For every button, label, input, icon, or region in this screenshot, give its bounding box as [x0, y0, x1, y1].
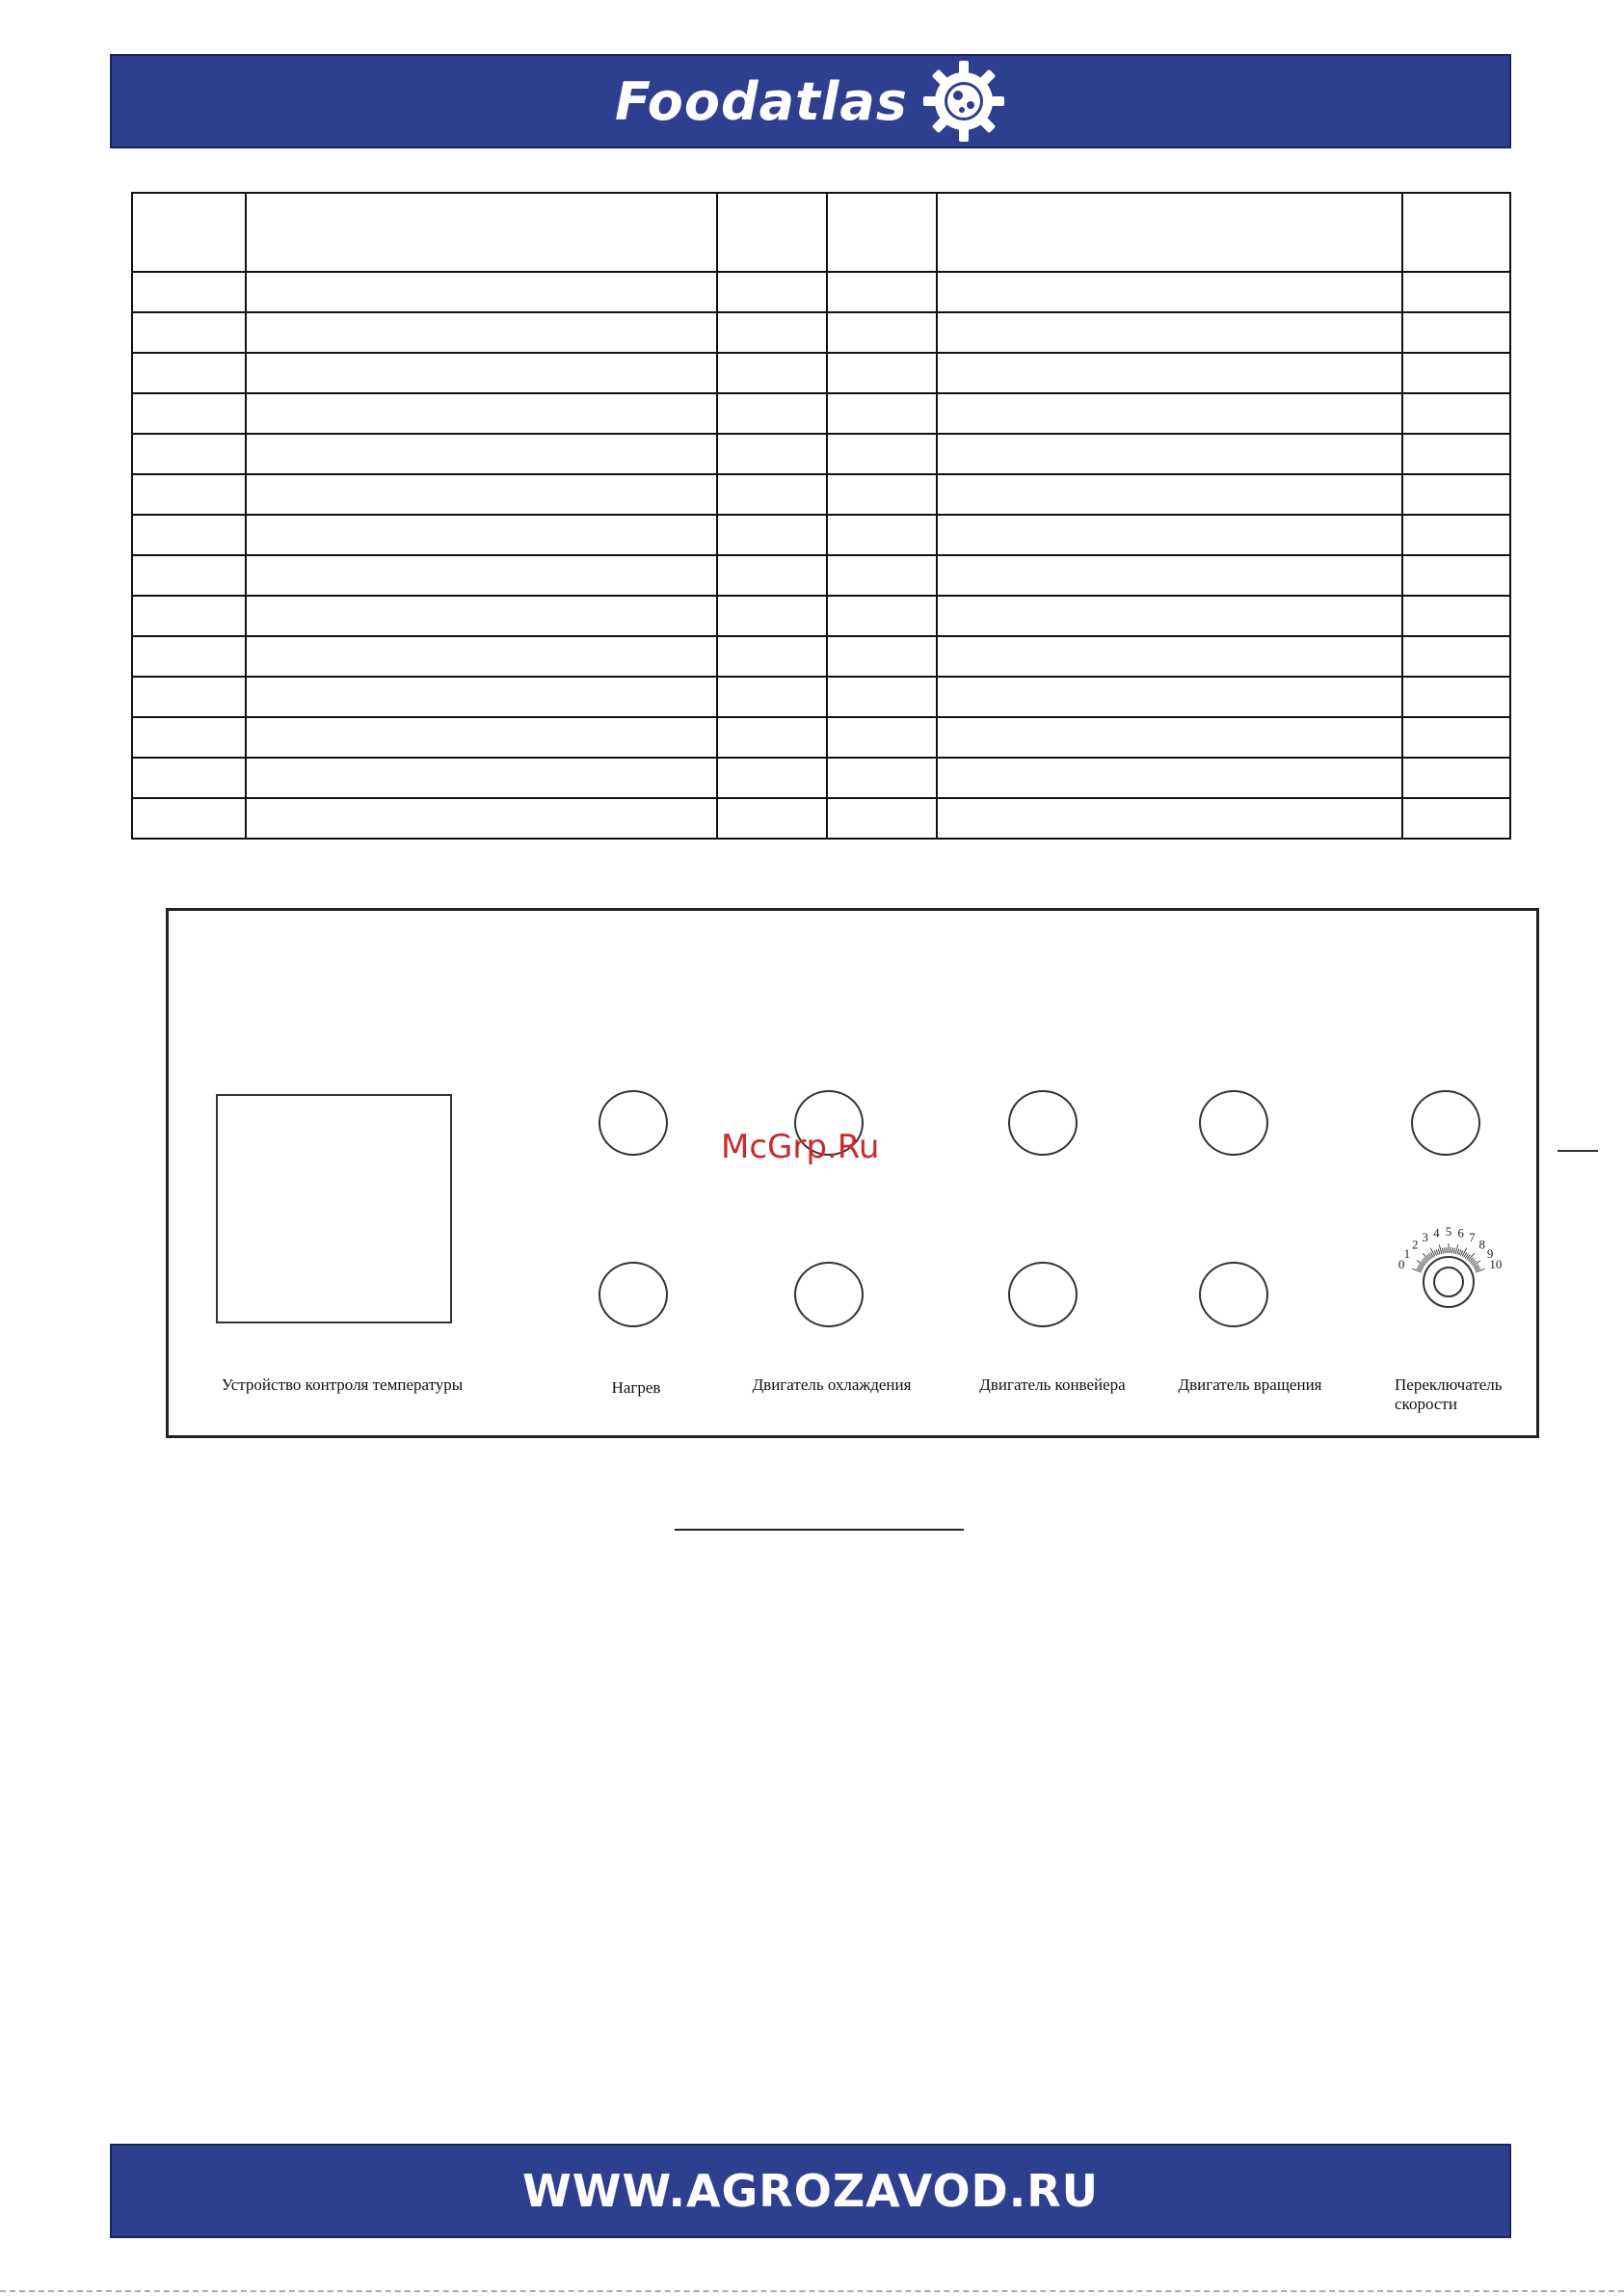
- side-dash: [1557, 1150, 1598, 1152]
- table-cell: [827, 515, 937, 555]
- table-cell: [1402, 353, 1510, 393]
- table-cell: [827, 555, 937, 596]
- table-cell: [937, 434, 1402, 474]
- table-cell: [937, 798, 1402, 839]
- temperature-controller-display: [216, 1094, 452, 1323]
- table-cell: [132, 272, 246, 312]
- table-cell: [717, 515, 827, 555]
- table-cell: [827, 272, 937, 312]
- table-cell: [717, 758, 827, 798]
- table-cell: [827, 393, 937, 434]
- table-cell: [246, 393, 717, 434]
- table-cell: [937, 515, 1402, 555]
- table-cell: [246, 312, 717, 353]
- table-cell: [1402, 193, 1510, 272]
- table-cell: [246, 353, 717, 393]
- table-cell: [132, 798, 246, 839]
- top-button-3: [1008, 1090, 1078, 1156]
- table-cell: [1402, 434, 1510, 474]
- table-cell: [1402, 555, 1510, 596]
- speed-dial-number: 5: [1445, 1224, 1452, 1239]
- table-row: [132, 312, 1510, 353]
- table-cell: [246, 272, 717, 312]
- table-row: [132, 434, 1510, 474]
- table-cell: [1402, 636, 1510, 677]
- speed-dial-number: 4: [1433, 1225, 1440, 1241]
- speed-dial-tick: [1453, 1248, 1454, 1254]
- cooling-motor-button: [794, 1262, 864, 1327]
- table-row: [132, 515, 1510, 555]
- table-cell: [1402, 393, 1510, 434]
- speed-dial-tick: [1438, 1249, 1440, 1255]
- table-cell: [827, 434, 937, 474]
- label-heating: Нагрев: [611, 1378, 661, 1397]
- brand-name: Foodatlas: [615, 70, 908, 132]
- page-cut-line: [0, 2290, 1624, 2292]
- table-cell: [132, 677, 246, 717]
- heating-button: [599, 1262, 668, 1327]
- table-cell: [246, 193, 717, 272]
- table-cell: [132, 393, 246, 434]
- table-cell: [1402, 798, 1510, 839]
- table-cell: [132, 312, 246, 353]
- label-conveyor-motor: Двигатель конвейера: [979, 1375, 1126, 1394]
- table-row: [132, 636, 1510, 677]
- speed-dial-tick: [1445, 1247, 1446, 1253]
- speed-dial-ring: [1424, 1257, 1474, 1307]
- table-cell: [937, 636, 1402, 677]
- footer-banner: [110, 2144, 1511, 2238]
- table-cell: [717, 193, 827, 272]
- table-cell: [827, 596, 937, 636]
- parts-table: [131, 192, 1511, 840]
- control-panel-diagram: [166, 908, 1539, 1438]
- table-cell: [717, 596, 827, 636]
- table-row: [132, 596, 1510, 636]
- speed-dial-tick: [1452, 1247, 1453, 1253]
- footer-site-link[interactable]: WWW.AGROZAVOD.RU: [522, 2165, 1099, 2217]
- speed-dial-tick: [1442, 1248, 1443, 1254]
- table-cell: [717, 393, 827, 434]
- speed-dial-number: 8: [1478, 1237, 1486, 1252]
- table-row: [132, 798, 1510, 839]
- table-cell: [246, 555, 717, 596]
- top-button-4: [1199, 1090, 1268, 1156]
- table-cell: [937, 193, 1402, 272]
- center-rule: [675, 1529, 964, 1531]
- label-rotation-motor: Двигатель вращения: [1178, 1375, 1322, 1394]
- table-cell: [1402, 474, 1510, 515]
- table-row: [132, 353, 1510, 393]
- table-cell: [717, 798, 827, 839]
- table-cell: [937, 596, 1402, 636]
- table-cell: [827, 474, 937, 515]
- table-cell: [937, 312, 1402, 353]
- table-cell: [1402, 677, 1510, 717]
- gear-globe-icon: [921, 59, 1006, 144]
- table-cell: [1402, 717, 1510, 758]
- table-cell: [717, 555, 827, 596]
- table-cell: [132, 758, 246, 798]
- table-cell: [827, 677, 937, 717]
- speed-dial-number: 9: [1486, 1245, 1494, 1261]
- table-row: [132, 272, 1510, 312]
- table-cell: [246, 677, 717, 717]
- speed-dial-tick: [1459, 1249, 1461, 1255]
- speed-dial-tick: [1462, 1248, 1467, 1257]
- speed-dial-number: 7: [1469, 1230, 1476, 1245]
- table-cell: [246, 717, 717, 758]
- table-cell: [937, 555, 1402, 596]
- table-cell: [827, 758, 937, 798]
- table-cell: [246, 596, 717, 636]
- table-cell: [132, 555, 246, 596]
- table-row: [132, 758, 1510, 798]
- table-cell: [1402, 596, 1510, 636]
- speed-switch-dial: [1371, 1213, 1526, 1328]
- table-row: [132, 555, 1510, 596]
- speed-dial-knob: [1434, 1268, 1463, 1296]
- table-cell: [132, 636, 246, 677]
- table-cell: [246, 758, 717, 798]
- speed-dial-number: 1: [1403, 1245, 1411, 1261]
- table-cell: [827, 717, 937, 758]
- table-header-row: [132, 193, 1510, 272]
- speed-dial-tick: [1436, 1249, 1438, 1255]
- table-cell: [1402, 312, 1510, 353]
- watermark-text: McGrp.Ru: [721, 1128, 880, 1166]
- speed-dial-scale: [1398, 1224, 1502, 1271]
- table-cell: [827, 636, 937, 677]
- table-cell: [827, 312, 937, 353]
- parts-table-body: [132, 193, 1510, 839]
- table-cell: [246, 798, 717, 839]
- table-cell: [937, 758, 1402, 798]
- table-cell: [1402, 758, 1510, 798]
- table-row: [132, 474, 1510, 515]
- table-row: [132, 677, 1510, 717]
- label-speed-switch: Переключатель скорости: [1395, 1375, 1503, 1413]
- table-cell: [132, 515, 246, 555]
- speed-dial-number: 0: [1398, 1257, 1405, 1272]
- table-cell: [246, 434, 717, 474]
- speed-dial-number: 6: [1457, 1225, 1464, 1241]
- table-cell: [717, 474, 827, 515]
- table-cell: [827, 353, 937, 393]
- table-cell: [717, 636, 827, 677]
- table-cell: [937, 353, 1402, 393]
- conveyor-motor-button: [1008, 1262, 1078, 1327]
- speed-dial-tick: [1457, 1249, 1459, 1255]
- table-cell: [132, 193, 246, 272]
- table-cell: [937, 474, 1402, 515]
- top-button-1: [599, 1090, 668, 1156]
- table-cell: [246, 474, 717, 515]
- speed-dial-number: 10: [1489, 1257, 1503, 1272]
- table-cell: [132, 474, 246, 515]
- table-cell: [717, 434, 827, 474]
- brand-logo: [615, 59, 1006, 144]
- table-cell: [827, 798, 937, 839]
- label-cooling-motor: Двигатель охлаждения: [752, 1375, 912, 1394]
- table-cell: [717, 677, 827, 717]
- table-cell: [132, 353, 246, 393]
- speed-dial-number: 3: [1422, 1230, 1428, 1245]
- table-cell: [717, 353, 827, 393]
- table-cell: [132, 434, 246, 474]
- table-cell: [937, 393, 1402, 434]
- table-cell: [1402, 515, 1510, 555]
- table-row: [132, 393, 1510, 434]
- table-cell: [246, 636, 717, 677]
- speed-dial-tick: [1430, 1248, 1435, 1257]
- table-cell: [246, 515, 717, 555]
- header-banner: [110, 54, 1511, 148]
- label-temperature-controller: Устройство контроля температуры: [221, 1375, 464, 1394]
- table-cell: [132, 717, 246, 758]
- table-cell: [937, 677, 1402, 717]
- table-row: [132, 717, 1510, 758]
- table-cell: [937, 717, 1402, 758]
- table-cell: [1402, 272, 1510, 312]
- table-cell: [937, 272, 1402, 312]
- speed-dial-number: 2: [1411, 1237, 1419, 1252]
- table-cell: [717, 312, 827, 353]
- rotation-motor-button: [1199, 1262, 1268, 1327]
- top-button-5: [1411, 1090, 1480, 1156]
- table-cell: [132, 596, 246, 636]
- table-cell: [827, 193, 937, 272]
- table-cell: [717, 717, 827, 758]
- table-cell: [717, 272, 827, 312]
